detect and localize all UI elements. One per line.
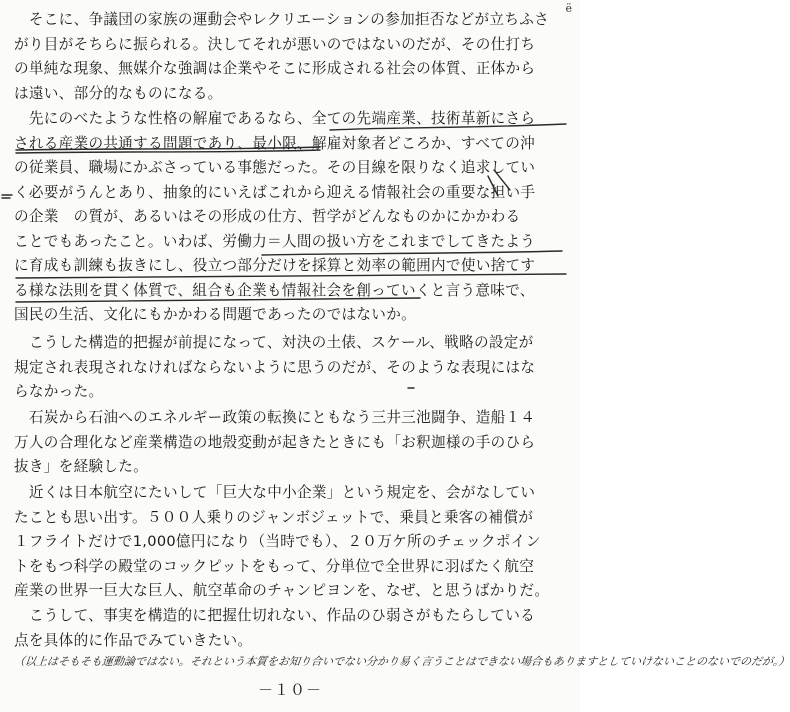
page-number: －１０－ <box>257 681 322 699</box>
corner-mark: ё <box>565 2 572 15</box>
text-line: 万人の合理化など産業構造の地殻変動が起きたときにも「お釈迦様の手のひら <box>14 433 536 451</box>
handwritten-note: （以上はそもそも運動論ではない。それという本質をお知り合いでない分かり易く言うことはできない場合もありますとしていけないことのないでのだが。） <box>13 655 790 668</box>
text-line: 産業の世界一巨大な巨人、航空革命のチャンピヨンを、なぜ、と思うばかりだ。 <box>14 582 550 599</box>
text-line: １フライトだけで1,000億円になり（当時でも）、２０万ケ所のチェックポイン <box>14 533 541 550</box>
text-line: る様な法則を貫く体質で、組合も企業も情報社会を創っていくと言う意味で、 <box>14 281 535 299</box>
text-line: く必要がうんとあり、抽象的にいえばこれから迎える情報社会の重要な担い手 <box>14 183 536 201</box>
text-line: 近くは日本航空にたいして「巨大な中小企業」という規定を、会がなしてい <box>14 484 536 501</box>
text-line: 規定され表現されなければならないように思うのだが、そのような表現にはな <box>14 358 536 376</box>
text-line: は遠い、部分的なものになる。 <box>14 84 223 102</box>
text-line: 国民の生活、文化にもかかわる問題であったのではないか。 <box>14 306 416 323</box>
text-line: トをもつ科学の殿堂のコックピットをもって、分単位で全世界に羽ばたく航空 <box>14 557 535 575</box>
text-line: こうして、事実を構造的に把握仕切れない、作品のひ弱さがもたらしている <box>14 607 535 624</box>
text-line: たことも思い出す。５００人乗りのジャンボジェットで、乗員と乗客の補償が <box>14 508 534 526</box>
text-line: の従業員、職場にかぶさっている事態だった。その目線を限りなく追求してい <box>14 159 536 176</box>
text-line: 点を具体的に作品でみていきたい。 <box>14 631 253 649</box>
text-line: こうした構造的把握が前提になって、対決の土俵、スケール、戦略の設定が <box>14 334 534 351</box>
text-line: される産業の共通する問題であり、最小限、解雇対象者どころか、すべての沖 <box>14 134 535 152</box>
text-line: がり目がそちらに振られる。決してそれが悪いのではないのだが、その仕打ち <box>14 35 536 53</box>
text-line: に育成も訓練も抜きにし、役立つ部分だけを採算と効率の範囲内で使い捨てす <box>14 257 536 274</box>
text-line: 石炭から石油へのエネルギー政策の転換にともなう三井三池闘争、造船１４ <box>14 409 536 426</box>
text-line: ことでもあったこと。いわば、労働力＝人間の扱い方をこれまでしてきたよう <box>14 232 536 250</box>
text-line: 抜き」を経験した。 <box>14 458 149 475</box>
paragraph-3 <box>14 331 570 405</box>
handwritten-dash <box>2 195 12 198</box>
paragraph-2 <box>14 107 570 328</box>
text-line: の企業 の質が、あるいはその形成の仕方、哲学がどんなものかにかかわる <box>14 208 521 225</box>
text-line: 先にのべたような性格の解雇であるなら、全ての先端産業、技術革新にさら <box>14 110 536 127</box>
text-line: そこに、争議団の家族の運動会やレクリエーションの参加拒否などが立ちふさ <box>14 11 550 28</box>
paragraph-6 <box>14 604 570 653</box>
text-line: らなかった。 <box>14 383 104 400</box>
paragraph-4 <box>14 406 570 480</box>
text-line: の単純な現象、無媒介な強調は企業やそこに形成される社会の体質、正体から <box>14 60 536 77</box>
paragraph-5 <box>14 481 570 604</box>
paragraph-1 <box>14 8 570 106</box>
